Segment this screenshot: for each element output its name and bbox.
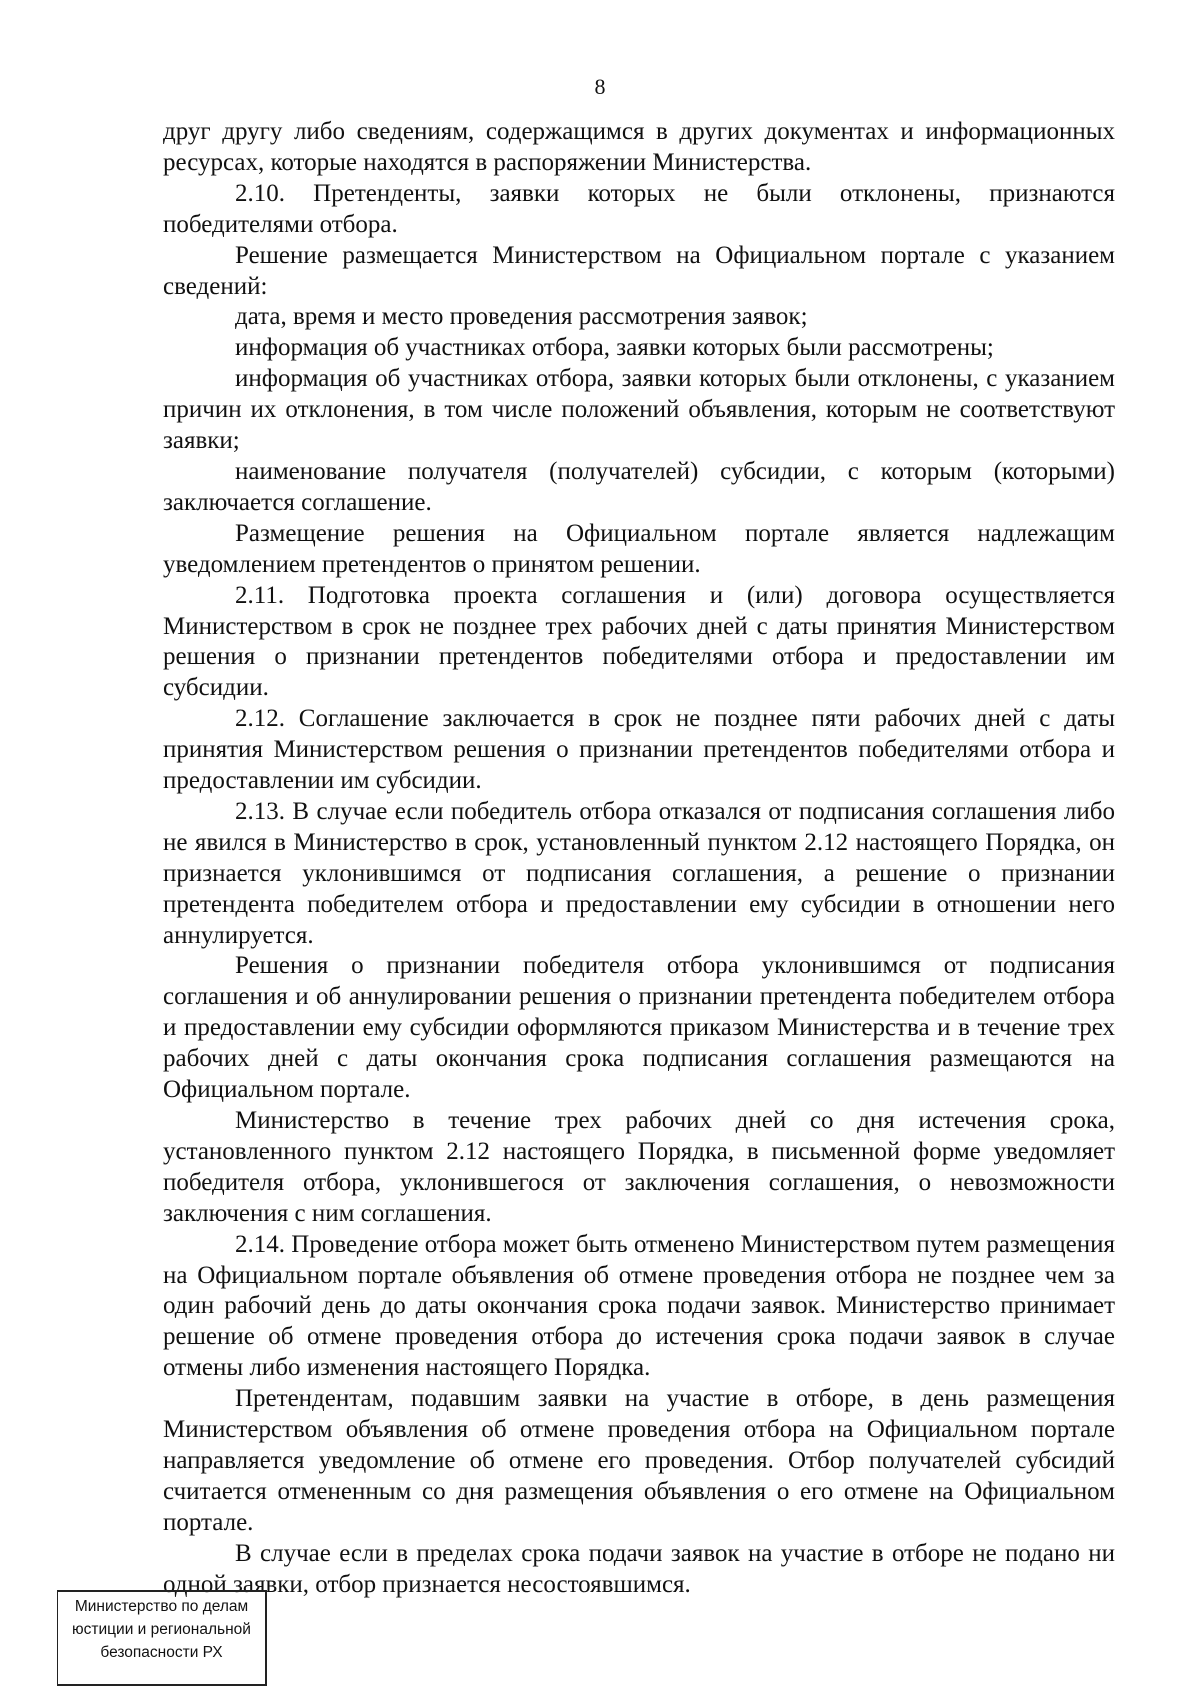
paragraph: 2.11. Подготовка проекта соглашения и (или) договора осуществляется Министерством в срок не позднее трех рабочих дней с даты принятия Министерством решения о признании претендентов победителями отбора и предоставлении им субсидии. [163,581,1115,702]
document-body [163,117,1115,1601]
paragraph: информация об участниках отбора, заявки которых были рассмотрены; [235,334,994,362]
paragraph: Претендентам, подавшим заявки на участие в отборе, в день размещения Министерством объявления об отмене проведения отбора на Официальном портале направляется уведомление об отмене его проведения. Отбор получателей субсидий считается отмененным со дня размещения объявления о его отмене на Официальном портале. [163,1385,1115,1536]
paragraph: Решения о признании победителя отбора уклонившимся от подписания соглашения и об аннулировании решения о признании претендента победителем отбора и предоставлении ему субсидии оформляются приказом Министерства и в течение трех рабочих дней с даты окончания срока подписания соглашения размещаются на Официальном портале. [163,952,1115,1104]
stamp-line: безопасности РХ [100,1644,223,1661]
page-number: 8 [594,74,606,99]
paragraph: Министерство в течение трех рабочих дней со дня истечения срока, установленного пунктом 2.12 настоящего Порядка, в письменной форме уведомляет победителя отбора, уклонившегося от заключения соглашения, о невозможности заключения с ним соглашения. [163,1107,1115,1227]
stamp-line: Министерство по делам [74,1598,249,1615]
paragraph: наименование получателя (получателей) субсидии, с которым (которыми) заключается соглашение. [163,457,1115,516]
paragraph: информация об участниках отбора, заявки которых были отклонены, с указанием причин их отклонения, в том числе положений объявления, которым не соответствуют заявки; [163,365,1115,455]
stamp-line: юстиции и региональной [72,1621,251,1638]
paragraph: 2.10. Претенденты, заявки которых не были отклонены, признаются победителями отбора. [163,179,1115,238]
paragraph: 2.14. Проведение отбора может быть отменено Министерством путем размещения на Официальном портале объявления об отмене проведения отбора не позднее чем за один рабочий день до даты окончания срока подачи заявок. Министерство принимает решение об отмене проведения отбора до истечения срока подачи заявок в случае отмены либо изменения настоящего Порядка. [163,1230,1115,1382]
paragraph: дата, время и место проведения рассмотрения заявок; [235,303,808,331]
paragraph: Решение размещается Министерством на Официальном портале с указанием сведений: [163,241,1115,300]
registration-stamp [57,1590,267,1686]
paragraph: 2.13. В случае если победитель отбора отказался от подписания соглашения либо не явился в Министерство в срок, установленный пунктом 2.12 настоящего Порядка, он признается уклонившимся от подписания соглашения, а решение о признании претендента победителем отбора и предоставлении ему субсидии в отношении него аннулируется. [163,797,1115,949]
paragraph: Размещение решения на Официальном портале является надлежащим уведомлением претендентов о принятом решении. [163,519,1115,578]
paragraph: В случае если в пределах срока подачи заявок на участие в отборе не подано ни одной заявки, отбор признается несостоявшимся. [163,1539,1115,1598]
paragraph: 2.12. Соглашение заключается в срок не позднее пяти рабочих дней с даты принятия Министерством решения о признании претендентов победителями отбора и предоставлении им субсидии. [163,705,1115,795]
paragraph: друг другу либо сведениям, содержащимся в других документах и информационных ресурсах, которые находятся в распоряжении Министерства. [163,118,1115,176]
